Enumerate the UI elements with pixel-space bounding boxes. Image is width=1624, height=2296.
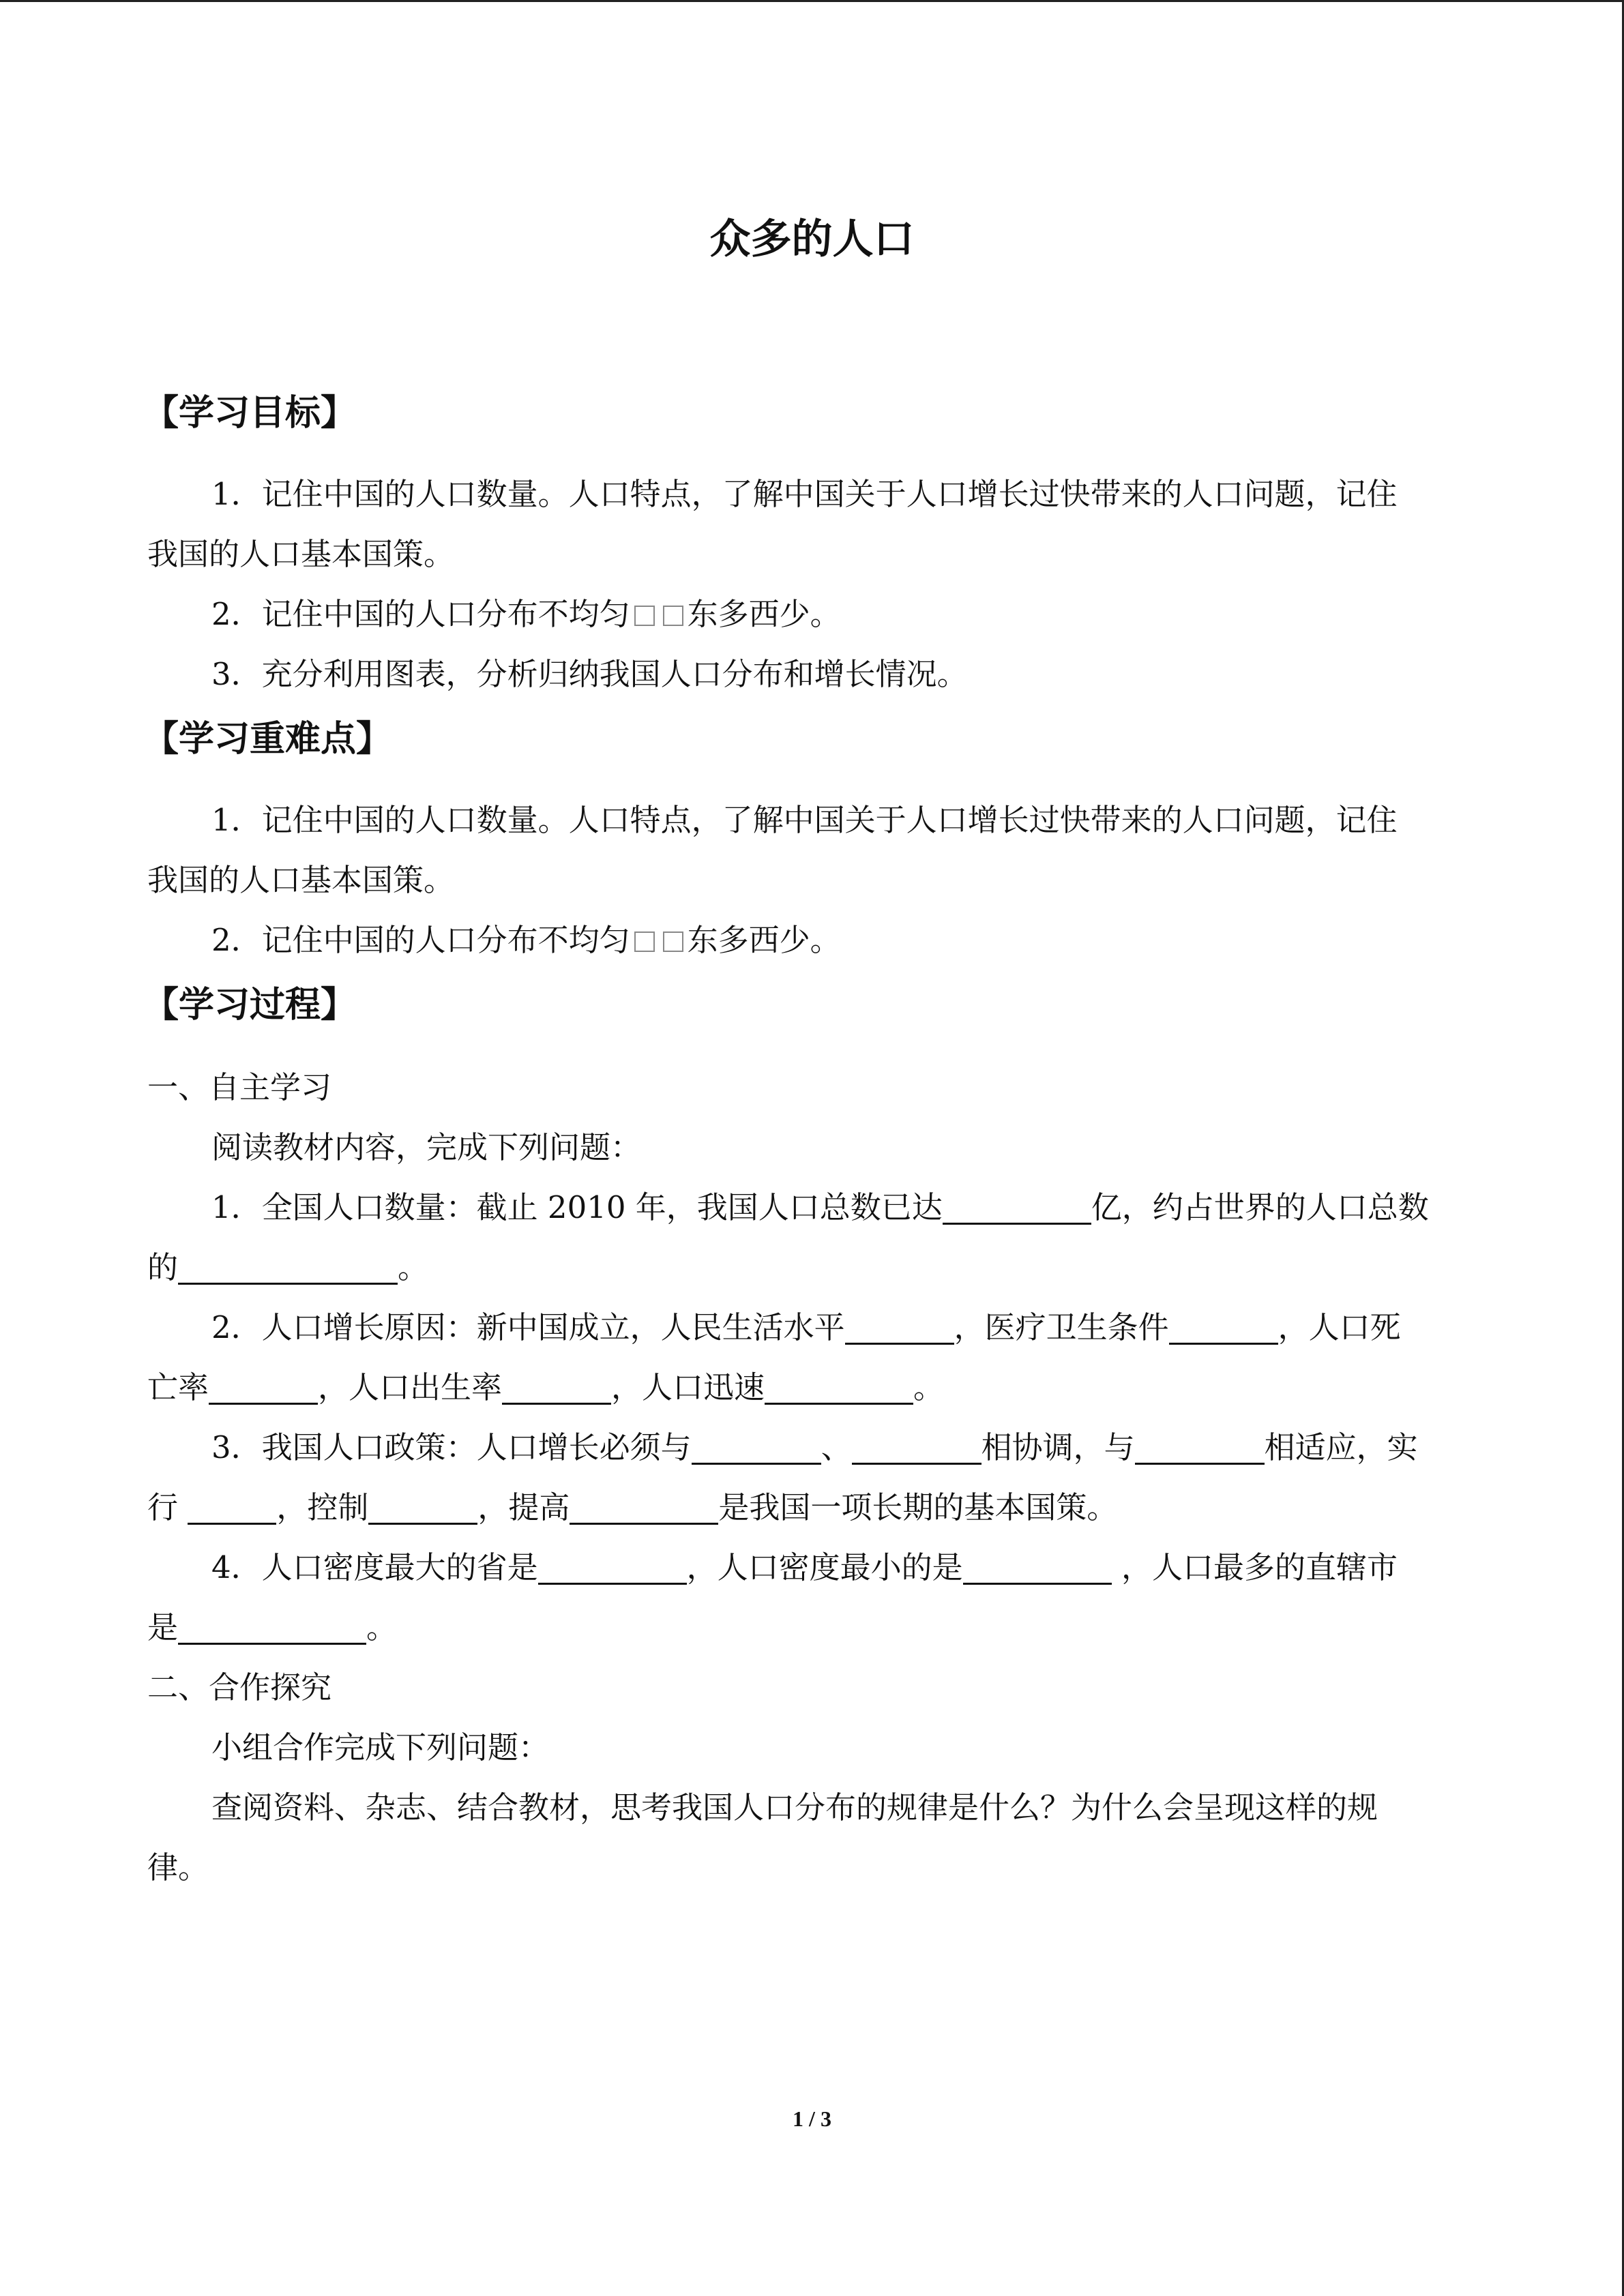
section-heading-process: 【学习过程】 [143, 985, 357, 1026]
missing-glyph-box-icon [663, 931, 683, 952]
question-4-line-2 [147, 1604, 397, 1652]
answer-blank[interactable] [963, 1551, 1112, 1585]
answer-blank[interactable] [188, 1491, 276, 1525]
answer-blank[interactable] [178, 1611, 366, 1645]
goal-3-line: 3．充分利用图表，分析归纳我国人口分布和增长情况。 [211, 656, 968, 692]
cooperation-question-line-2: 律。 [147, 1849, 209, 1885]
self-study-heading: 一、自主学习 [147, 1069, 332, 1105]
answer-blank[interactable] [178, 1251, 398, 1285]
cooperation-question-line-1: 查阅资料、杂志、结合教材，思考我国人口分布的规律是什么？为什么会呈现这样的规 [211, 1789, 1378, 1825]
question-2-text: 2．人口增长原因：新中国成立，人民生活水平 [211, 1309, 845, 1345]
answer-blank[interactable] [1169, 1311, 1278, 1345]
question-4-text-4: 是 [147, 1609, 179, 1645]
key-point-2-text: 2．记住中国的人口分布不均匀 [211, 922, 630, 958]
goal-2-line [211, 591, 841, 638]
key-point-2-text-end: 东多西少。 [687, 922, 841, 958]
page-number: 1 / 3 [793, 2106, 831, 2131]
question-1-line-2 [147, 1244, 428, 1292]
question-4-text: 4．人口密度最大的省是 [211, 1549, 538, 1585]
question-3-text-6: ，控制 [276, 1489, 369, 1525]
question-3-text-5: 行 [147, 1489, 188, 1525]
goal-1-line-1: 1．记住中国的人口数量。人口特点，了解中国关于人口增长过快带来的人口问题，记住 [211, 476, 1398, 512]
question-2-text-7: 。 [913, 1369, 945, 1405]
answer-blank[interactable] [765, 1371, 913, 1405]
answer-blank[interactable] [502, 1371, 611, 1405]
goal-2-text: 2．记住中国的人口分布不均匀 [211, 596, 630, 632]
question-4-text-2: ，人口密度最小的是 [686, 1549, 963, 1585]
question-3-text-2: 、 [821, 1429, 852, 1465]
question-2-text-3: ，人口死 [1278, 1309, 1401, 1345]
cooperation-intro: 小组合作完成下列问题： [211, 1729, 550, 1765]
answer-blank[interactable] [538, 1551, 687, 1585]
question-2-line-2 [147, 1364, 944, 1412]
question-1-text-3: 的 [147, 1249, 179, 1285]
question-4-text-3: ，人口最多的直辖市 [1111, 1549, 1398, 1585]
question-3-line-1 [211, 1424, 1418, 1472]
question-4-line-1 [211, 1544, 1398, 1592]
section-heading-goals: 【学习目标】 [143, 393, 357, 434]
answer-blank[interactable] [692, 1431, 821, 1465]
answer-blank[interactable] [570, 1491, 718, 1525]
question-1-text-4: 。 [398, 1249, 429, 1285]
answer-blank[interactable] [943, 1191, 1091, 1225]
missing-glyph-box-icon [634, 931, 655, 952]
missing-glyph-box-icon [634, 606, 655, 626]
answer-blank[interactable] [209, 1371, 318, 1405]
question-1-text-2: 亿，约占世界的人口总数 [1091, 1189, 1429, 1225]
goal-2-text-end: 东多西少。 [687, 596, 841, 632]
key-point-1-line-2: 我国的人口基本国策。 [147, 862, 455, 898]
question-2-text-6: ，人口迅速 [611, 1369, 765, 1405]
question-3-text-3: 相协调，与 [981, 1429, 1135, 1465]
answer-blank[interactable] [852, 1431, 981, 1465]
question-2-text-2: ，医疗卫生条件 [954, 1309, 1169, 1345]
question-3-text-8: 是我国一项长期的基本国策。 [718, 1489, 1118, 1525]
question-2-text-5: ，人口出生率 [318, 1369, 503, 1405]
question-2-text-4: 亡率 [147, 1369, 209, 1405]
question-1-text: 1．全国人口数量：截止 2010 年，我国人口总数已达 [211, 1189, 943, 1225]
page-title: 众多的人口 [709, 215, 915, 263]
question-4-text-5: 。 [366, 1609, 398, 1645]
answer-blank[interactable] [368, 1491, 477, 1525]
question-2-line-1 [211, 1304, 1401, 1352]
key-point-2-line [211, 916, 841, 964]
answer-blank[interactable] [845, 1311, 954, 1345]
question-3-line-2 [147, 1484, 1117, 1532]
section-heading-key-points: 【学习重难点】 [143, 719, 392, 760]
self-study-intro: 阅读教材内容，完成下列问题： [211, 1129, 642, 1165]
key-point-1-line-1: 1．记住中国的人口数量。人口特点，了解中国关于人口增长过快带来的人口问题，记住 [211, 802, 1398, 838]
cooperation-heading: 二、合作探究 [147, 1669, 332, 1705]
question-3-text-7: ，提高 [477, 1489, 570, 1525]
question-3-text: 3．我国人口政策：人口增长必须与 [211, 1429, 692, 1465]
goal-1-line-2: 我国的人口基本国策。 [147, 536, 455, 572]
question-3-text-4: 相适应，实 [1264, 1429, 1418, 1465]
missing-glyph-box-icon [663, 606, 683, 626]
answer-blank[interactable] [1135, 1431, 1265, 1465]
question-1-line-1 [211, 1184, 1429, 1232]
